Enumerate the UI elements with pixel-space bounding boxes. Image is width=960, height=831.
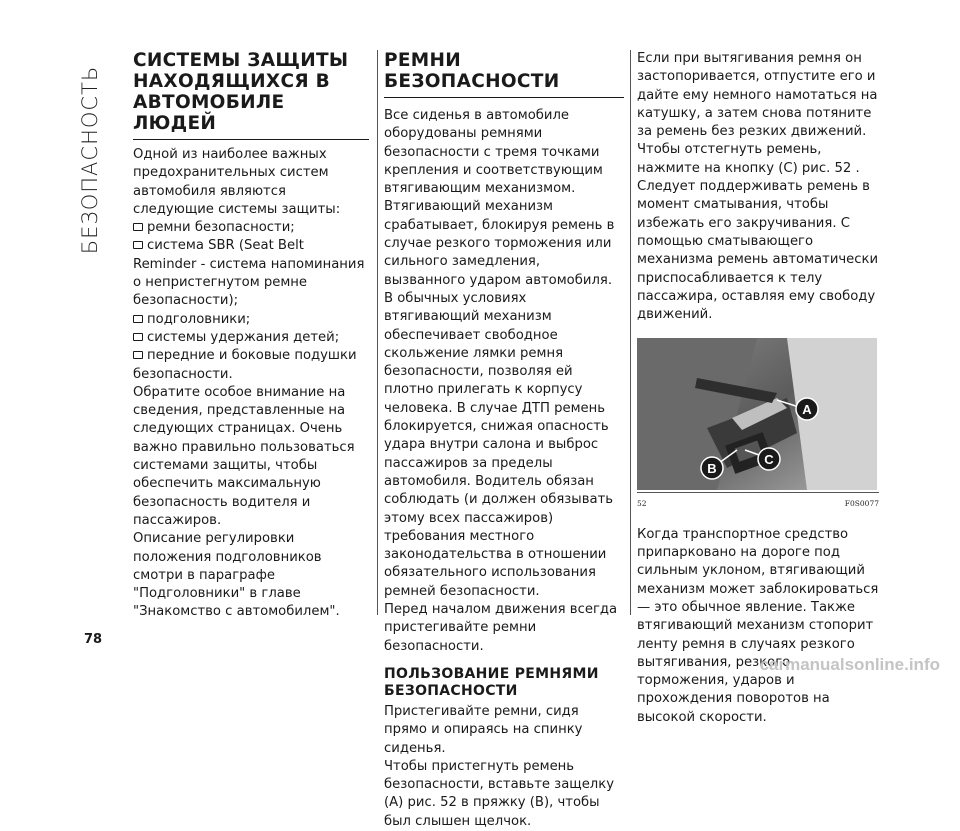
seat-belt-buckle-photo	[637, 338, 877, 490]
occupant-protection-heading: СИСТЕМЫ ЗАЩИТЫ НАХОДЯЩИХСЯ В АВТОМОБИЛЕ ЛЮДЕЙ	[133, 50, 369, 140]
svg-text:C: C	[764, 452, 774, 468]
watermark: carmanualsonline.info	[759, 655, 940, 674]
svg-text:B: B	[707, 461, 717, 477]
intro-paragraph: Одной из наиболее важных предохранительных систем автомобиля являются следующие системы защиты:	[133, 147, 341, 217]
figure-caption	[637, 492, 879, 513]
checkbox-bullet-icon	[133, 315, 143, 323]
checkbox-bullet-icon	[133, 223, 143, 231]
paragraph: Пристегивайте ремни, сидя прямо и опираясь на спинку сиденья.	[384, 703, 583, 756]
paragraph: Следует поддерживать ремень в момент сматывания, чтобы избежать его закручивания. С помощью сматывающего механизма ремень автоматически приспосабливается к телу пассажира, оставляя ему свободу движений.	[637, 179, 879, 323]
column-left	[133, 50, 369, 622]
callout-c-icon	[758, 448, 780, 470]
paragraph: Чтобы пристегнуть ремень безопасности, вставьте защелку (A) рис. 52 в пряжку (B), чтобы был слышен щелчок.	[384, 758, 615, 829]
paragraph: Когда транспортное средство припарковано на дороге под сильным уклоном, втягивающий механизм может заблокироваться — это обычное явление. Также втягивающий механизм стопорит ленту ремня в случаях резкого вытягивания, резкого торможения, ударов и прохождения поворотов на высокой скорости.	[637, 526, 879, 725]
list-item: система SBR (Seat Belt Reminder - система напоминания о непристегнутом ремне безопасности);	[133, 238, 365, 309]
svg-text:A: A	[802, 402, 812, 418]
checkbox-bullet-icon	[133, 333, 143, 341]
seat-belts-heading: РЕМНИ БЕЗОПАСНОСТИ	[384, 50, 624, 98]
column-divider	[630, 50, 631, 615]
headrest-reference-paragraph: Описание регулировки положения подголовников смотри в параграфе "Подголовники" в главе "Знакомство с автомобилем".	[133, 531, 340, 620]
paragraph: В обычных условиях втягивающий механизм обеспечивает свободное скольжение лямки ремня безопасности, позволяя ей плотно прилегать к корпусу человека. В случае ДТП ремень блокируется, снижая опасность удара внутри салона и выброс пассажиров за пределы автомобиля. Водитель обязан соблюдать (и должен обязывать этому всех пассажиров) требования местного законодательства в отношении обязательного использования ремней безопасности.	[384, 290, 614, 599]
callout-b-icon	[701, 457, 723, 479]
attention-paragraph: Обратите особое внимание на сведения, представленные на следующих страницах. Очень важно правильно пользоваться системами защиты, чтобы обеспечить максимальную безопасность водителя и пассажиров.	[133, 384, 355, 528]
section-side-title-text: БЕЗОПАСНОСТЬ	[78, 65, 102, 255]
paragraph: Перед началом движения всегда пристегивайте ремни безопасности.	[384, 602, 618, 654]
section-side-title	[70, 45, 110, 275]
figure-number: 52	[637, 499, 647, 509]
list-item: системы удержания детей;	[133, 329, 369, 347]
list-item: ремни безопасности;	[133, 219, 369, 237]
protection-list	[133, 219, 369, 384]
paragraph: Чтобы отстегнуть ремень, нажмите на кнопку (C) рис. 52 .	[637, 142, 860, 176]
column-divider	[377, 50, 378, 615]
column-right	[637, 50, 879, 727]
list-item: передние и боковые подушки безопасности.	[133, 348, 357, 382]
buckle-illustration	[637, 338, 877, 490]
paragraph: Все сиденья в автомобиле оборудованы ремнями безопасности с тремя точками крепления и соответствующим втягивающим механизмом.	[384, 108, 603, 197]
column-middle	[384, 50, 624, 831]
page-number: 78	[84, 632, 103, 647]
list-item: подголовники;	[133, 311, 369, 329]
figure-code: F0S0077	[844, 499, 879, 509]
belt-usage-subheading: ПОЛЬЗОВАНИЕ РЕМНЯМИ БЕЗОПАСНОСТИ	[384, 665, 599, 699]
paragraph: Если при вытягивания ремня он застопоривается, отпустите его и дайте ему немного намотаться на катушку, а затем снова потяните за ремень без резких движений.	[637, 51, 878, 140]
checkbox-bullet-icon	[133, 241, 143, 249]
callout-a-icon	[796, 398, 818, 420]
checkbox-bullet-icon	[133, 351, 143, 359]
paragraph: Втягивающий механизм срабатывает, блокируя ремень в случае резкого торможения или сильного замедления, вызванного ударом автомобиля.	[384, 199, 615, 288]
